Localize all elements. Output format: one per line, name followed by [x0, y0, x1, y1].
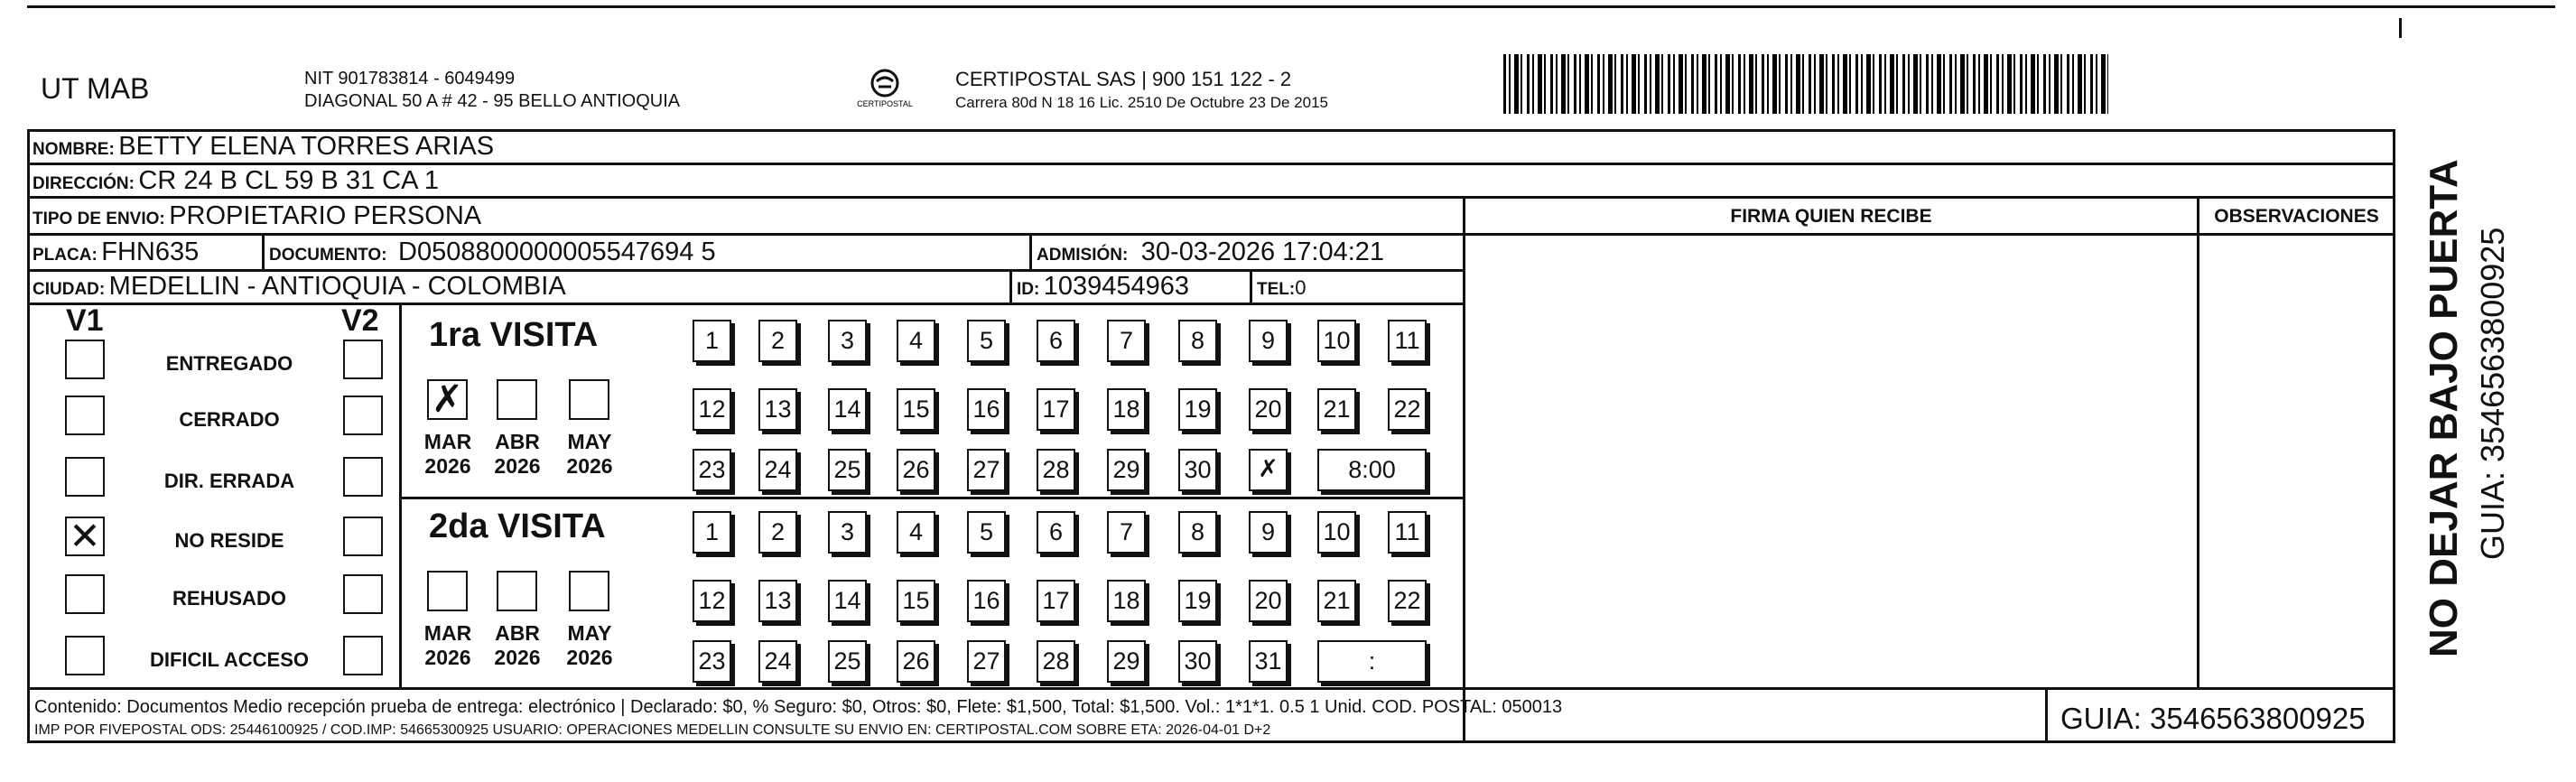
placa-value: FHN635: [101, 237, 200, 266]
month-label: ABR: [495, 621, 540, 645]
day-box[interactable]: 25: [828, 449, 867, 491]
time-box[interactable]: 8:00: [1317, 449, 1427, 491]
day-box[interactable]: 3: [828, 320, 867, 362]
day-box[interactable]: 12: [693, 388, 731, 431]
documento-cell: [269, 237, 716, 272]
day-box[interactable]: 6: [1037, 320, 1075, 362]
documento-value: D0508800000005547694 5: [398, 237, 716, 266]
month-label: MAY: [567, 621, 612, 645]
documento-label: DOCUMENTO:: [269, 246, 387, 265]
sender-address: DIAGONAL 50 A # 42 - 95 BELLO ANTIOQUIA: [304, 91, 681, 111]
day-box[interactable]: 25: [828, 640, 867, 683]
day-box[interactable]: 1: [693, 511, 731, 554]
corner-mark: [2399, 18, 2402, 38]
month-label: ABR: [495, 430, 540, 453]
day-box[interactable]: 7: [1107, 511, 1146, 554]
nombre-value: BETTY ELENA TORRES ARIAS: [118, 132, 495, 161]
day-box[interactable]: 22: [1388, 388, 1427, 431]
day-box[interactable]: 18: [1107, 388, 1146, 431]
id-label: ID:: [1017, 280, 1040, 299]
day-box[interactable]: 18: [1107, 580, 1146, 622]
nit: NIT 901783814 - 6049499: [304, 69, 516, 88]
day-box[interactable]: 17: [1037, 388, 1075, 431]
direccion-value: CR 24 B CL 59 B 31 CA 1: [138, 166, 440, 195]
side-warning: NO DEJAR BAJO PUERTA: [2422, 159, 2466, 657]
carrier-name: CERTIPOSTAL SAS | 900 151 122 - 2: [955, 68, 1292, 90]
v1-checkbox[interactable]: [65, 574, 105, 614]
v1-checkbox[interactable]: [65, 396, 105, 435]
footer-divider: [27, 687, 2395, 690]
visit-1-title: 1ra VISITA: [429, 316, 599, 354]
tel-value: 0: [1295, 276, 1307, 299]
footer-contenido: Contenido: Documentos Medio recepción prueba de entrega: electrónico | Declarado: $0, % Seguro: $0, Otros: $0, Flete: $1,500, Total: $1,500. Vol.: 1*1*1. 0.5 1 Unid. COD. POSTAL: 050013: [34, 697, 1563, 717]
day-box[interactable]: 11: [1388, 320, 1427, 362]
day-box[interactable]: 19: [1178, 388, 1217, 431]
day-box[interactable]: 31: [1249, 640, 1288, 683]
day-box[interactable]: 11: [1388, 511, 1427, 554]
day-box[interactable]: 26: [897, 449, 935, 491]
day-box[interactable]: 3: [828, 511, 867, 554]
observaciones-header: OBSERVACIONES: [2214, 206, 2379, 227]
day-box[interactable]: 16: [967, 580, 1006, 622]
day-box[interactable]: 23: [693, 640, 731, 683]
day-box[interactable]: 14: [828, 388, 867, 431]
month-label: MAR: [423, 621, 472, 645]
ciudad-cell: [33, 271, 566, 306]
month-label: MAR: [423, 430, 472, 453]
day-box[interactable]: 15: [897, 388, 935, 431]
day-box[interactable]: 17: [1037, 580, 1075, 622]
footer-guia: GUIA: 3546563800925: [2060, 702, 2366, 735]
day-box[interactable]: 16: [967, 388, 1006, 431]
v1-checkbox[interactable]: [65, 457, 105, 497]
certipostal-logo: [853, 65, 916, 115]
day-box[interactable]: 29: [1107, 449, 1146, 491]
month-checkbox[interactable]: [497, 571, 537, 611]
company-code: UT MAB: [41, 72, 150, 105]
status-label: DIFICIL ACCESO: [149, 648, 309, 671]
day-box[interactable]: 26: [897, 640, 935, 683]
day-box[interactable]: 5: [967, 320, 1006, 362]
month-checkbox[interactable]: [569, 379, 609, 420]
year-label: 2026: [494, 454, 541, 478]
id-value: 1039454963: [1043, 272, 1190, 301]
day-box[interactable]: 5: [967, 511, 1006, 554]
day-box[interactable]: 30: [1178, 449, 1217, 491]
ciudad-label: CIUDAD:: [33, 280, 106, 299]
v2-checkbox[interactable]: [343, 517, 383, 556]
day-box[interactable]: 29: [1107, 640, 1146, 683]
side-guia: GUIA: 3546563800925: [2474, 227, 2511, 560]
tipo-envio-row: [33, 200, 481, 236]
day-box[interactable]: 1: [693, 320, 731, 362]
day-box[interactable]: 13: [758, 388, 797, 431]
tipo-envio-value: PROPIETARIO PERSONA: [169, 201, 482, 230]
id-cell: [1017, 271, 1189, 306]
day-box[interactable]: 6: [1037, 511, 1075, 554]
day-box[interactable]: 21: [1317, 388, 1356, 431]
visit-divider: [399, 497, 1463, 499]
logo-text: CERTIPOSTAL: [857, 99, 913, 108]
visit-2-title: 2da VISITA: [429, 507, 606, 545]
day-box[interactable]: 9: [1249, 320, 1288, 362]
month-checkbox[interactable]: [497, 379, 537, 420]
day-box[interactable]: 23: [693, 449, 731, 491]
v1-header: V1: [66, 303, 104, 338]
day-box[interactable]: 8: [1178, 511, 1217, 554]
firma-header: FIRMA QUIEN RECIBE: [1730, 206, 1932, 227]
day-box[interactable]: 28: [1037, 640, 1075, 683]
year-label: 2026: [424, 646, 471, 669]
guia-divider: [2045, 689, 2048, 741]
direccion-row: [33, 165, 439, 200]
day-box[interactable]: 2: [758, 320, 797, 362]
time-box[interactable]: :: [1317, 640, 1427, 683]
cell-divider: [1029, 235, 1032, 271]
day-box[interactable]: 4: [897, 511, 935, 554]
v1-checkbox[interactable]: [65, 340, 105, 379]
day-box[interactable]: 10: [1317, 511, 1356, 554]
year-label: 2026: [566, 646, 613, 669]
month-checkbox[interactable]: [569, 571, 609, 611]
year-label: 2026: [566, 454, 613, 478]
day-box[interactable]: 13: [758, 580, 797, 622]
status-label: REHUSADO: [172, 587, 286, 610]
day-box[interactable]: 20: [1249, 580, 1288, 622]
cell-divider: [1250, 271, 1252, 303]
firma-col-divider: [1463, 199, 1465, 742]
obs-col-divider: [2197, 199, 2199, 687]
v2-checkbox[interactable]: [343, 636, 383, 675]
day-box[interactable]: 24: [758, 449, 797, 491]
carrier-address: Carrera 80d N 18 16 Lic. 2510 De Octubre 23 De 2015: [955, 94, 1328, 111]
v2-checkbox[interactable]: [343, 340, 383, 379]
placa-cell: [33, 237, 199, 272]
day-box[interactable]: 7: [1107, 320, 1146, 362]
v2-header: V2: [341, 303, 379, 338]
cell-divider: [262, 235, 265, 271]
day-box[interactable]: 20: [1249, 388, 1288, 431]
check-mark-icon: ✕: [69, 514, 101, 558]
ciudad-value: MEDELLIN - ANTIOQUIA - COLOMBIA: [108, 272, 566, 301]
admision-label: ADMISIÓN:: [1037, 246, 1129, 265]
day-box[interactable]: 28: [1037, 449, 1075, 491]
logo-icon: [853, 65, 916, 115]
day-box[interactable]: 21: [1317, 580, 1356, 622]
admision-cell: [1037, 237, 1384, 272]
footer-imp: IMP POR FIVEPOSTAL ODS: 25446100925 / COD.IMP: 54665300925 USUARIO: OPERACIONES MEDELLIN CONSULTE SU ENVIO EN: CERTIPOSTAL.COM SOBRE ETA: 2026-04-01 D+2: [34, 722, 1271, 738]
status-label: DIR. ERRADA: [163, 470, 295, 492]
nombre-row: [33, 131, 494, 166]
admision-value: 30-03-2026 17:04:21: [1140, 237, 1385, 266]
placa-label: PLACA:: [33, 246, 98, 265]
nombre-label: NOMBRE:: [33, 140, 115, 159]
day-box[interactable]: 2: [758, 511, 797, 554]
status-label: NO RESIDE: [174, 529, 284, 552]
v1-checkbox[interactable]: [65, 514, 105, 558]
v2-checkbox[interactable]: [343, 574, 383, 614]
month-label: MAY: [567, 430, 612, 453]
month-checkbox[interactable]: [427, 379, 468, 420]
status-label: CERRADO: [179, 408, 280, 431]
direccion-label: DIRECCIÓN:: [33, 174, 135, 193]
tipo-envio-label: TIPO DE ENVIO:: [33, 209, 165, 228]
day-box[interactable]: 27: [967, 449, 1006, 491]
v2-checkbox[interactable]: [343, 396, 383, 435]
check-mark-icon: ✗: [431, 377, 464, 421]
day-box[interactable]: 24: [758, 640, 797, 683]
day-box[interactable]: 19: [1178, 580, 1217, 622]
status-label: ENTREGADO: [165, 352, 293, 375]
month-checkbox[interactable]: [427, 571, 468, 611]
tel-label: TEL:: [1257, 280, 1296, 299]
day-box[interactable]: 10: [1317, 320, 1356, 362]
cell-divider: [1009, 271, 1012, 303]
day-box[interactable]: 14: [828, 580, 867, 622]
day-box[interactable]: 4: [897, 320, 935, 362]
top-border: [27, 5, 2555, 8]
day-box[interactable]: 27: [967, 640, 1006, 683]
v2-checkbox[interactable]: [343, 457, 383, 497]
v1-checkbox[interactable]: [65, 636, 105, 675]
tel-cell: [1257, 275, 1306, 303]
day-box[interactable]: ✗: [1249, 449, 1288, 491]
day-box[interactable]: 30: [1178, 640, 1217, 683]
day-box[interactable]: 15: [897, 580, 935, 622]
status-divider: [399, 303, 402, 687]
day-box[interactable]: 9: [1249, 511, 1288, 554]
day-box[interactable]: 8: [1178, 320, 1217, 362]
day-box[interactable]: 12: [693, 580, 731, 622]
day-box[interactable]: 22: [1388, 580, 1427, 622]
barcode: [1503, 54, 2108, 114]
year-label: 2026: [494, 646, 541, 669]
year-label: 2026: [424, 454, 471, 478]
